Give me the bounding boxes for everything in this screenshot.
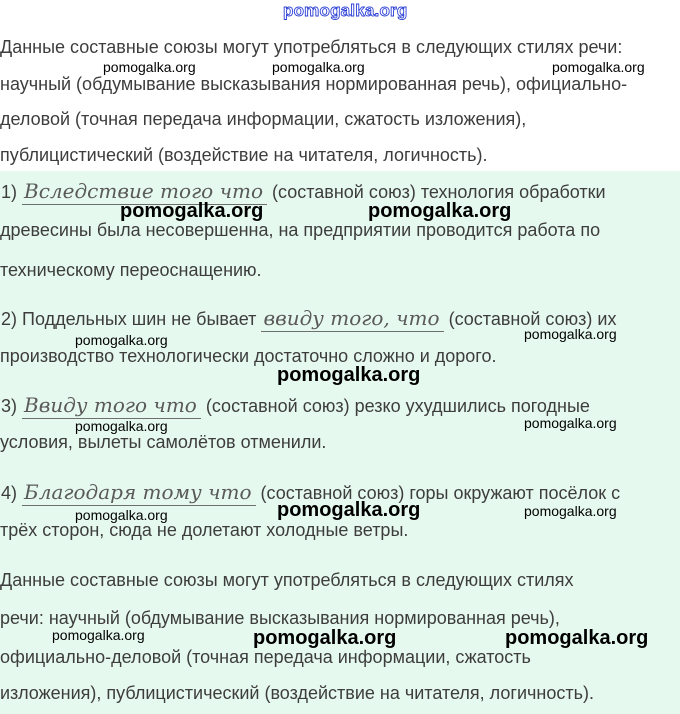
watermark: pomogalka.org [505,627,649,649]
example-conjunction: Ввиду того что [22,394,201,419]
example-text: Поддельных шин не бывает [22,309,257,329]
site-logo: pomogalka.org [283,1,408,20]
example-continuation: трёх сторон, сюда не долетают холодные ветры. [0,520,409,540]
conclusion-line: речи: научный (обдумывание высказывания нормированная речь), [0,608,560,628]
example-text: (составной союз) технология обработки [272,182,606,202]
watermark: pomogalka.org [524,503,617,519]
watermark: pomogalka.org [103,59,196,75]
example-number: 2) [1,309,18,329]
example-continuation: древесины была несовершенна, на предприятии проводится работа по [0,220,601,240]
watermark: pomogalka.org [272,59,365,75]
watermark: pomogalka.org [120,200,264,222]
example-conjunction: ввиду того, что [261,307,443,332]
watermark: pomogalka.org [75,507,168,523]
conclusion-line: официально-деловой (точная передача информации, сжатость [0,647,531,667]
intro-line: публицистический (воздействие на читателя, логичность). [0,145,488,165]
watermark: pomogalka.org [368,200,512,222]
conclusion-line: изложения), публицистический (воздействие на читателя, логичность). [0,683,594,703]
watermark: pomogalka.org [75,418,168,434]
example-continuation: производство технологически достаточно сложно и дорого. [0,346,497,366]
example-number: 3) [1,396,18,416]
example-conjunction: Вследствие того что [22,180,267,205]
conclusion-line: Данные составные союзы могут употребляться в следующих стилях [0,570,574,590]
example-number: 1) [1,182,18,202]
intro-line: Данные составные союзы могут употребляться в следующих стилях речи: [0,37,623,57]
intro-line: научный (обдумывание высказывания нормированная речь), официально- [0,74,628,94]
example-continuation: условия, вылеты самолётов отменили. [0,432,327,452]
watermark: pomogalka.org [524,415,617,431]
example-text: (составной союз) горы окружают посёлок с [260,483,621,503]
example-first-line [0,180,606,205]
watermark: pomogalka.org [277,499,421,521]
watermark: pomogalka.org [277,364,421,386]
intro-line: деловой (точная передача информации, сжатость изложения), [0,109,527,129]
watermark: pomogalka.org [552,59,645,75]
watermark: pomogalka.org [524,326,617,342]
watermark: pomogalka.org [75,332,168,348]
example-conjunction: Благодаря тому что [22,481,256,506]
example-continuation: техническому переоснащению. [0,260,262,280]
watermark: pomogalka.org [52,627,145,643]
example-text: (составной союз) их [448,309,617,329]
example-text: (составной союз) резко ухудшились погодные [205,396,590,416]
watermark: pomogalka.org [253,627,397,649]
example-first-line [0,394,590,419]
example-number: 4) [1,483,18,503]
